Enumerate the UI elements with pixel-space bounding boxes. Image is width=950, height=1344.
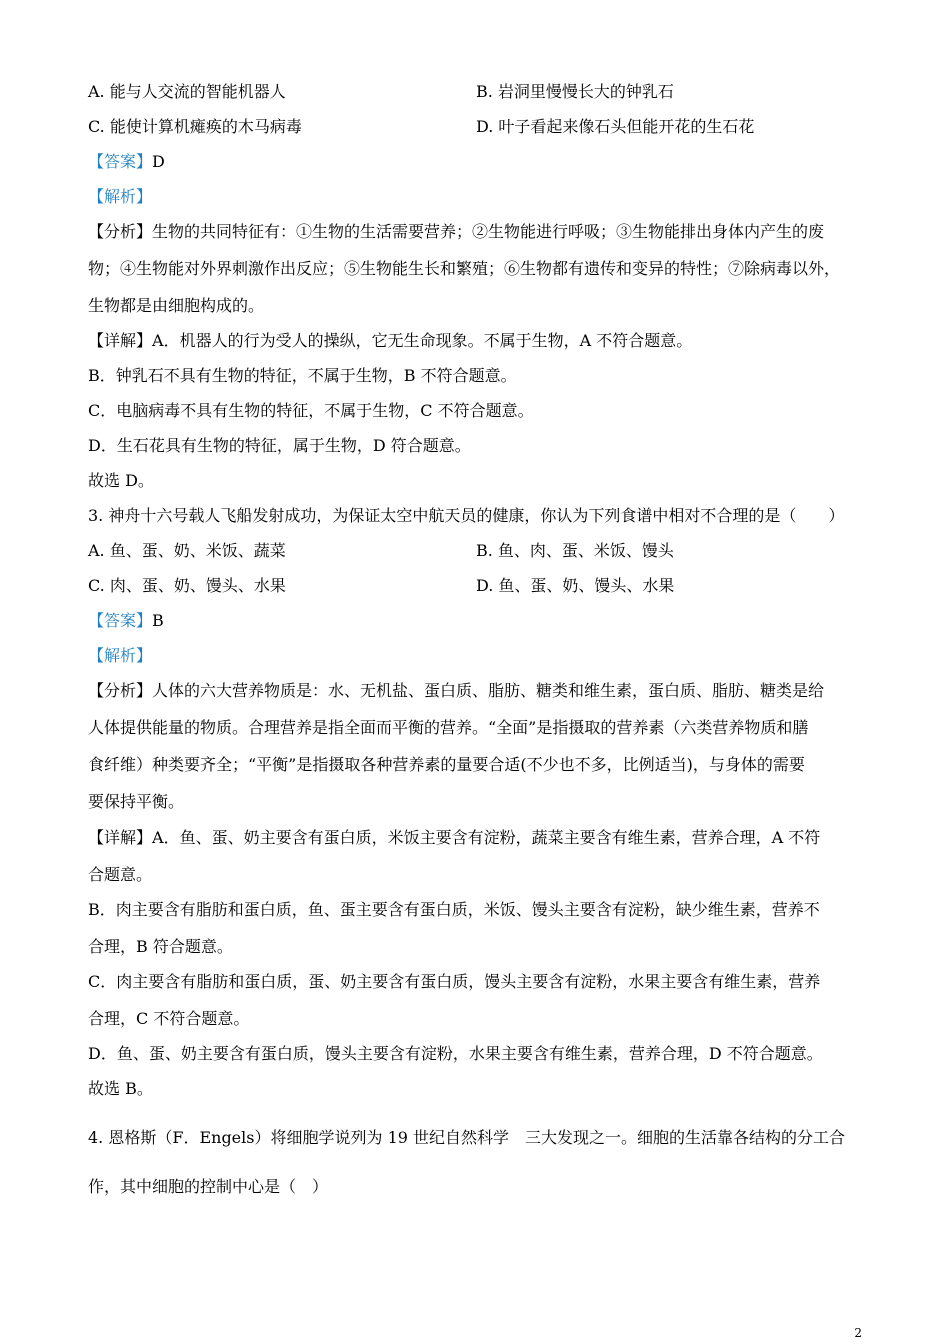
- q3-xiangjie-line-7: D．鱼、蛋、奶主要含有蛋白质，馒头主要含有淀粉，水果主要含有维生素，营养合理，D 不符合题意。: [88, 1044, 823, 1063]
- q4-stem-line-1: 4. 恩格斯（F．Engels）将细胞学说列为 19 世纪自然科学 三大发现之一。细胞的生活靠各结构的分工合: [88, 1128, 846, 1147]
- q3-option-a: A. 鱼、蛋、奶、米饭、蔬菜: [88, 541, 286, 560]
- q3-xiangjie-line-2: 合题意。: [88, 865, 153, 884]
- q2-xiangjie-line-2: B．钟乳石不具有生物的特征，不属于生物，B 不符合题意。: [88, 366, 517, 385]
- q2-option-c: C. 能使计算机瘫痪的木马病毒: [88, 117, 302, 136]
- xiangjie-tag: 【详解】: [88, 828, 153, 847]
- q2-conclusion: 故选 D。: [88, 471, 154, 490]
- fenxi-tag: 【分析】: [88, 222, 153, 241]
- q2-option-b: B. 岩洞里慢慢长大的钟乳石: [476, 82, 674, 101]
- q3-answer: [88, 609, 880, 633]
- page-number: 2: [854, 1326, 862, 1340]
- q3-conclusion: 故选 B。: [88, 1079, 153, 1098]
- xiangjie-text: A．鱼、蛋、奶主要含有蛋白质，米饭主要含有淀粉，蔬菜主要含有维生素，营养合理，A 不符: [152, 828, 821, 847]
- q2-option-d: D. 叶子看起来像石头但能开花的生石花: [476, 117, 755, 136]
- q3-xiangjie-line-5: C．肉主要含有脂肪和蛋白质，蛋、奶主要含有蛋白质，馒头主要含有淀粉，水果主要含有维生素，营养: [88, 972, 821, 991]
- q3-option-b: B. 鱼、肉、蛋、米饭、馒头: [476, 541, 674, 560]
- answer-value: D: [152, 152, 165, 171]
- answer-tag: 【答案】: [88, 152, 153, 171]
- answer-value: B: [152, 611, 164, 630]
- q3-xiangjie-line-3: B．肉主要含有脂肪和蛋白质，鱼、蛋主要含有蛋白质，米饭、馒头主要含有淀粉，缺少维生素，营养不: [88, 900, 820, 919]
- q2-fenxi-line-3: 生物都是由细胞构成的。: [88, 296, 265, 315]
- q3-analysis-tag: [88, 644, 880, 668]
- analysis-tag: 【解析】: [88, 187, 153, 206]
- q2-xiangjie-line-3: C．电脑病毒不具有生物的特征，不属于生物，C 不符合题意。: [88, 401, 534, 420]
- answer-tag: 【答案】: [88, 611, 153, 630]
- analysis-tag: 【解析】: [88, 646, 153, 665]
- q3-fenxi-line-4: 要保持平衡。: [88, 792, 185, 811]
- q3-option-c: C. 肉、蛋、奶、馒头、水果: [88, 576, 286, 595]
- q3-stem: 3. 神舟十六号载人飞船发射成功，为保证太空中航天员的健康，你认为下列食谱中相对不合理的是（ ）: [88, 506, 845, 525]
- q4-stem-line-2: 作，其中细胞的控制中心是（ ）: [88, 1177, 329, 1196]
- q2-xiangjie-line-4: D．生石花具有生物的特征，属于生物，D 符合题意。: [88, 436, 471, 455]
- fenxi-tag: 【分析】: [88, 681, 153, 700]
- q3-xiangjie-line-1: [88, 826, 880, 850]
- q2-option-a: A. 能与人交流的智能机器人: [88, 82, 286, 101]
- q3-fenxi-line-3: 食纤维）种类要齐全；“平衡”是指摄取各种营养素的量要合适(不少也不多，比例适当)，与身体的需要: [88, 755, 805, 774]
- q2-answer: [88, 150, 880, 174]
- xiangjie-text: A．机器人的行为受人的操纵，它无生命现象。不属于生物，A 不符合题意。: [152, 331, 693, 350]
- fenxi-text: 人体的六大营养物质是：水、无机盐、蛋白质、脂肪、糖类和维生素，蛋白质、脂肪、糖类是给: [152, 681, 825, 700]
- q3-fenxi-line-2: 人体提供能量的物质。合理营养是指全面而平衡的营养。“全面”是指摄取的营养素（六类营养物质和膳: [88, 718, 809, 737]
- q3-xiangjie-line-6: 合理，C 不符合题意。: [88, 1009, 250, 1028]
- q3-fenxi-line-1: [88, 679, 880, 703]
- q3-xiangjie-line-4: 合理，B 符合题意。: [88, 937, 233, 956]
- q2-fenxi-line-2: 物；④生物能对外界刺激作出反应；⑤生物能生长和繁殖；⑥生物都有遗传和变异的特性；⑦除病毒以外，: [88, 259, 841, 278]
- q2-xiangjie-line-1: [88, 329, 880, 353]
- q2-analysis-tag: [88, 185, 880, 209]
- q2-fenxi-line-1: [88, 220, 880, 244]
- xiangjie-tag: 【详解】: [88, 331, 153, 350]
- q3-option-d: D. 鱼、蛋、奶、馒头、水果: [476, 576, 675, 595]
- fenxi-text: 生物的共同特征有：①生物的生活需要营养；②生物能进行呼吸；③生物能排出身体内产生的废: [152, 222, 825, 241]
